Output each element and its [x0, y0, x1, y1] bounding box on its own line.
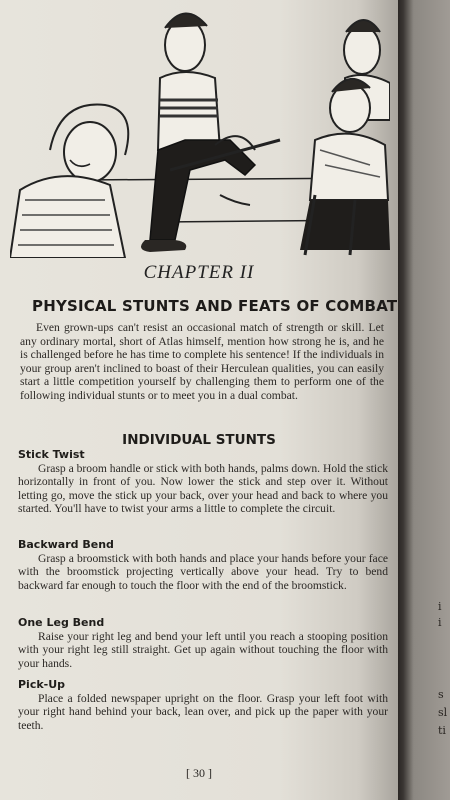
- stunt-heading-backward-bend: Backward Bend: [18, 538, 114, 551]
- facing-page-edge: [398, 0, 450, 800]
- page-number: [ 30 ]: [186, 766, 212, 780]
- stunt-heading-one-leg-bend: One Leg Bend: [18, 616, 105, 629]
- stunt-heading-pick-up: Pick-Up: [18, 678, 66, 691]
- stunt-text-pick-up: Place a folded newspaper upright on the floor. Grasp your left foot with your right hand behind your back, lean over, and pick up the paper with your teeth.: [18, 692, 388, 732]
- chapter-illustration: [10, 0, 390, 258]
- boy-center-figure: [141, 13, 280, 252]
- edge-letter: ti: [438, 724, 446, 737]
- stunt-text-one-leg-bend: Raise your right leg and bend your left until you reach a stooping position with your right leg still straight. Get up again without touching the floor with your hands.: [18, 630, 388, 670]
- intro-paragraph: Even grown-ups can't resist an occasional match of strength or skill. Let any ordinary mortal, short of Atlas himself, mention how strong he is, and he is challenged before he has time to complete his sentence! If the individuals in your group aren't inclined to boast of their Herculean qualities, you can easily start a little competition yourself by challenging them to perform one of the following individual stunts or to meet you in a dual combat.: [20, 321, 384, 402]
- stunt-text-stick-twist: Grasp a broom handle or stick with both hands, palms down. Hold the stick horizontally in front of you. Now lower the stick and step over it. Without letting go, move the stick up your back, over your head and back to where you started. You'll have to twist your arms a little to complete the circuit.: [18, 462, 389, 516]
- boy-left-figure: [10, 105, 128, 258]
- chapter-heading: CHAPTER II: [143, 262, 255, 283]
- stunt-heading-stick-twist: Stick Twist: [18, 448, 85, 461]
- edge-letter: i: [438, 600, 442, 613]
- edge-letter: i: [438, 616, 442, 629]
- chapter-title: PHYSICAL STUNTS AND FEATS OF COMBAT: [32, 297, 398, 315]
- section-heading: INDIVIDUAL STUNTS: [122, 432, 276, 448]
- edge-letter: sl: [438, 706, 448, 719]
- edge-letter: s: [438, 688, 444, 701]
- stunt-text-backward-bend: Grasp a broomstick with both hands and place your hands before your face with the broomstick projecting vertically above your head. Try to bend backward far enough to touch the floor with the end of the broomstick.: [18, 552, 388, 592]
